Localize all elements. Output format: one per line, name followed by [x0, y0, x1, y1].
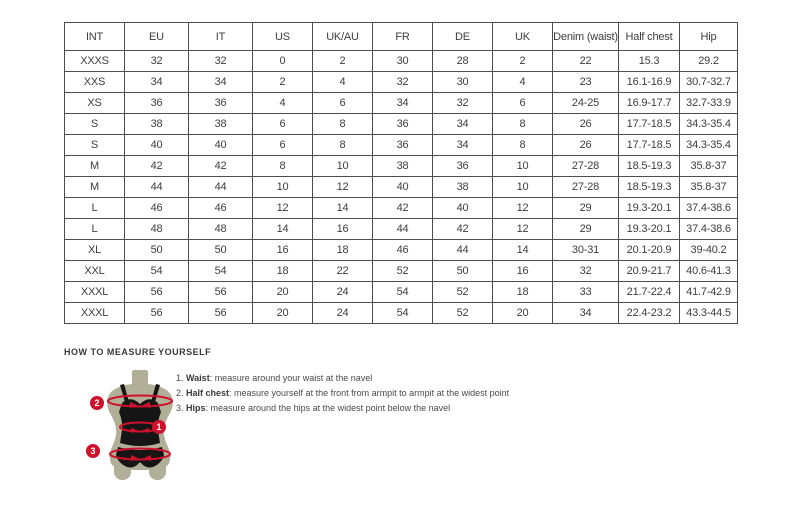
table-row: [65, 219, 738, 240]
table-cell: 37.4-38.6: [680, 198, 738, 219]
table-row: [65, 303, 738, 324]
table-cell: 34.3-35.4: [680, 135, 738, 156]
table-cell: 22.4-23.2: [619, 303, 680, 324]
table-cell: 6: [493, 93, 553, 114]
table-cell: 40: [373, 177, 433, 198]
table-cell: 36: [125, 93, 189, 114]
table-cell: 54: [373, 303, 433, 324]
table-cell: 24-25: [553, 93, 619, 114]
size-table-body: [65, 51, 738, 324]
table-cell: XXL: [65, 261, 125, 282]
table-cell: 29.2: [680, 51, 738, 72]
table-cell: 20: [493, 303, 553, 324]
column-header: EU: [125, 23, 189, 51]
table-cell: 18.5-19.3: [619, 177, 680, 198]
table-cell: M: [65, 156, 125, 177]
table-cell: 2: [313, 51, 373, 72]
table-cell: 44: [433, 240, 493, 261]
column-header: IT: [189, 23, 253, 51]
table-cell: 8: [493, 135, 553, 156]
table-cell: 8: [493, 114, 553, 135]
mannequin-figure-icon: [78, 370, 188, 490]
table-cell: 56: [189, 303, 253, 324]
table-cell: 46: [189, 198, 253, 219]
table-cell: 18: [313, 240, 373, 261]
table-cell: 50: [433, 261, 493, 282]
table-cell: 14: [253, 219, 313, 240]
table-cell: 18: [253, 261, 313, 282]
table-cell: 10: [313, 156, 373, 177]
table-cell: 36: [373, 135, 433, 156]
table-cell: 36: [433, 156, 493, 177]
size-table-header-row: [65, 23, 738, 51]
table-cell: XS: [65, 93, 125, 114]
table-cell: 16: [493, 261, 553, 282]
table-cell: 37.4-38.6: [680, 219, 738, 240]
column-header: UK/AU: [313, 23, 373, 51]
table-cell: 16: [253, 240, 313, 261]
table-cell: 34: [433, 114, 493, 135]
table-cell: 42: [125, 156, 189, 177]
table-cell: 39-40.2: [680, 240, 738, 261]
table-cell: 18.5-19.3: [619, 156, 680, 177]
table-cell: 30: [373, 51, 433, 72]
measure-step: 3. Hips: measure around the hips at the widest point below the navel: [176, 403, 451, 413]
svg-text:1: 1: [156, 422, 162, 433]
measure-badge-1: [152, 420, 166, 434]
table-cell: 35.8-37: [680, 177, 738, 198]
table-cell: 42: [189, 156, 253, 177]
table-cell: XXS: [65, 72, 125, 93]
table-cell: 20.1-20.9: [619, 240, 680, 261]
table-cell: 44: [125, 177, 189, 198]
column-header: Hip: [680, 23, 738, 51]
table-cell: 42: [433, 219, 493, 240]
table-cell: 15.3: [619, 51, 680, 72]
svg-text:2: 2: [94, 398, 100, 409]
table-cell: 34: [373, 93, 433, 114]
table-cell: 24: [313, 282, 373, 303]
table-row: [65, 156, 738, 177]
table-cell: 56: [189, 282, 253, 303]
table-cell: 38: [433, 177, 493, 198]
table-cell: 20: [253, 282, 313, 303]
table-cell: M: [65, 177, 125, 198]
table-cell: 26: [553, 135, 619, 156]
table-cell: 34: [553, 303, 619, 324]
table-cell: 32: [125, 51, 189, 72]
table-cell: 42: [373, 198, 433, 219]
table-cell: 32: [373, 72, 433, 93]
table-cell: 56: [125, 282, 189, 303]
table-cell: 0: [253, 51, 313, 72]
table-cell: 6: [253, 135, 313, 156]
table-cell: 14: [493, 240, 553, 261]
table-cell: 32: [433, 93, 493, 114]
table-cell: 19.3-20.1: [619, 198, 680, 219]
column-header: DE: [433, 23, 493, 51]
table-cell: L: [65, 198, 125, 219]
table-cell: 56: [125, 303, 189, 324]
size-chart-table: [64, 22, 738, 324]
table-row: [65, 135, 738, 156]
table-cell: 27-28: [553, 177, 619, 198]
table-cell: 18: [493, 282, 553, 303]
table-cell: 48: [189, 219, 253, 240]
table-cell: 34: [125, 72, 189, 93]
table-cell: 22: [553, 51, 619, 72]
table-cell: 22: [313, 261, 373, 282]
table-cell: 50: [189, 240, 253, 261]
table-cell: 16.1-16.9: [619, 72, 680, 93]
table-cell: 10: [493, 177, 553, 198]
table-row: [65, 93, 738, 114]
table-row: [65, 51, 738, 72]
table-cell: 32.7-33.9: [680, 93, 738, 114]
table-cell: 21.7-22.4: [619, 282, 680, 303]
table-cell: 38: [373, 156, 433, 177]
mannequin-illustration: [78, 370, 188, 490]
table-row: [65, 240, 738, 261]
table-cell: 54: [125, 261, 189, 282]
table-row: [65, 177, 738, 198]
table-cell: 34.3-35.4: [680, 114, 738, 135]
table-cell: 54: [189, 261, 253, 282]
table-cell: 16: [313, 219, 373, 240]
table-cell: 44: [373, 219, 433, 240]
table-row: [65, 72, 738, 93]
table-cell: S: [65, 114, 125, 135]
table-cell: 20: [253, 303, 313, 324]
table-cell: 52: [373, 261, 433, 282]
table-cell: 20.9-21.7: [619, 261, 680, 282]
measure-step: 2. Half chest: measure yourself at the front from armpit to armpit at the widest point: [176, 388, 510, 398]
table-cell: 4: [313, 72, 373, 93]
table-cell: 8: [313, 114, 373, 135]
table-cell: 28: [433, 51, 493, 72]
measure-section-title: HOW TO MEASURE YOURSELF: [64, 347, 212, 357]
table-cell: 40.6-41.3: [680, 261, 738, 282]
table-row: [65, 114, 738, 135]
column-header: Denim (waist): [553, 23, 619, 51]
table-cell: 6: [313, 93, 373, 114]
measure-step: 1. Waist: measure around your waist at the navel: [176, 373, 373, 383]
table-row: [65, 261, 738, 282]
table-cell: 43.3-44.5: [680, 303, 738, 324]
table-cell: 2: [253, 72, 313, 93]
table-cell: 29: [553, 219, 619, 240]
table-cell: 34: [189, 72, 253, 93]
table-cell: 16.9-17.7: [619, 93, 680, 114]
table-cell: 46: [373, 240, 433, 261]
svg-text:3: 3: [90, 446, 96, 457]
table-cell: L: [65, 219, 125, 240]
table-cell: 27-28: [553, 156, 619, 177]
table-cell: 40: [125, 135, 189, 156]
table-cell: XXXL: [65, 303, 125, 324]
table-cell: 52: [433, 282, 493, 303]
measure-steps: [176, 371, 509, 416]
table-cell: 36: [189, 93, 253, 114]
table-cell: 40: [433, 198, 493, 219]
table-cell: 38: [189, 114, 253, 135]
table-cell: 12: [493, 198, 553, 219]
table-cell: 35.8-37: [680, 156, 738, 177]
measure-badge-2: [90, 396, 104, 410]
table-cell: XXXL: [65, 282, 125, 303]
column-header: US: [253, 23, 313, 51]
table-cell: 41.7-42.9: [680, 282, 738, 303]
table-cell: 29: [553, 198, 619, 219]
table-cell: 8: [253, 156, 313, 177]
table-cell: 2: [493, 51, 553, 72]
table-cell: 32: [189, 51, 253, 72]
table-cell: 38: [125, 114, 189, 135]
table-cell: 32: [553, 261, 619, 282]
table-cell: 14: [313, 198, 373, 219]
table-cell: 4: [253, 93, 313, 114]
measure-badge-3: [86, 444, 100, 458]
table-cell: S: [65, 135, 125, 156]
table-cell: 10: [493, 156, 553, 177]
table-cell: 52: [433, 303, 493, 324]
column-header: Half chest: [619, 23, 680, 51]
table-cell: 24: [313, 303, 373, 324]
table-cell: 6: [253, 114, 313, 135]
table-cell: 12: [313, 177, 373, 198]
table-row: [65, 282, 738, 303]
table-cell: 12: [253, 198, 313, 219]
table-cell: 44: [189, 177, 253, 198]
table-cell: 12: [493, 219, 553, 240]
table-cell: 30-31: [553, 240, 619, 261]
table-cell: 46: [125, 198, 189, 219]
table-cell: XL: [65, 240, 125, 261]
column-header: UK: [493, 23, 553, 51]
table-cell: 33: [553, 282, 619, 303]
column-header: FR: [373, 23, 433, 51]
table-cell: 50: [125, 240, 189, 261]
table-row: [65, 198, 738, 219]
table-cell: XXXS: [65, 51, 125, 72]
table-cell: 26: [553, 114, 619, 135]
table-cell: 36: [373, 114, 433, 135]
table-cell: 30.7-32.7: [680, 72, 738, 93]
table-cell: 34: [433, 135, 493, 156]
table-cell: 10: [253, 177, 313, 198]
table-cell: 19.3-20.1: [619, 219, 680, 240]
table-cell: 48: [125, 219, 189, 240]
column-header: INT: [65, 23, 125, 51]
table-cell: 17.7-18.5: [619, 135, 680, 156]
table-cell: 54: [373, 282, 433, 303]
table-cell: 30: [433, 72, 493, 93]
table-cell: 8: [313, 135, 373, 156]
table-cell: 40: [189, 135, 253, 156]
table-cell: 17.7-18.5: [619, 114, 680, 135]
table-cell: 23: [553, 72, 619, 93]
table-cell: 4: [493, 72, 553, 93]
